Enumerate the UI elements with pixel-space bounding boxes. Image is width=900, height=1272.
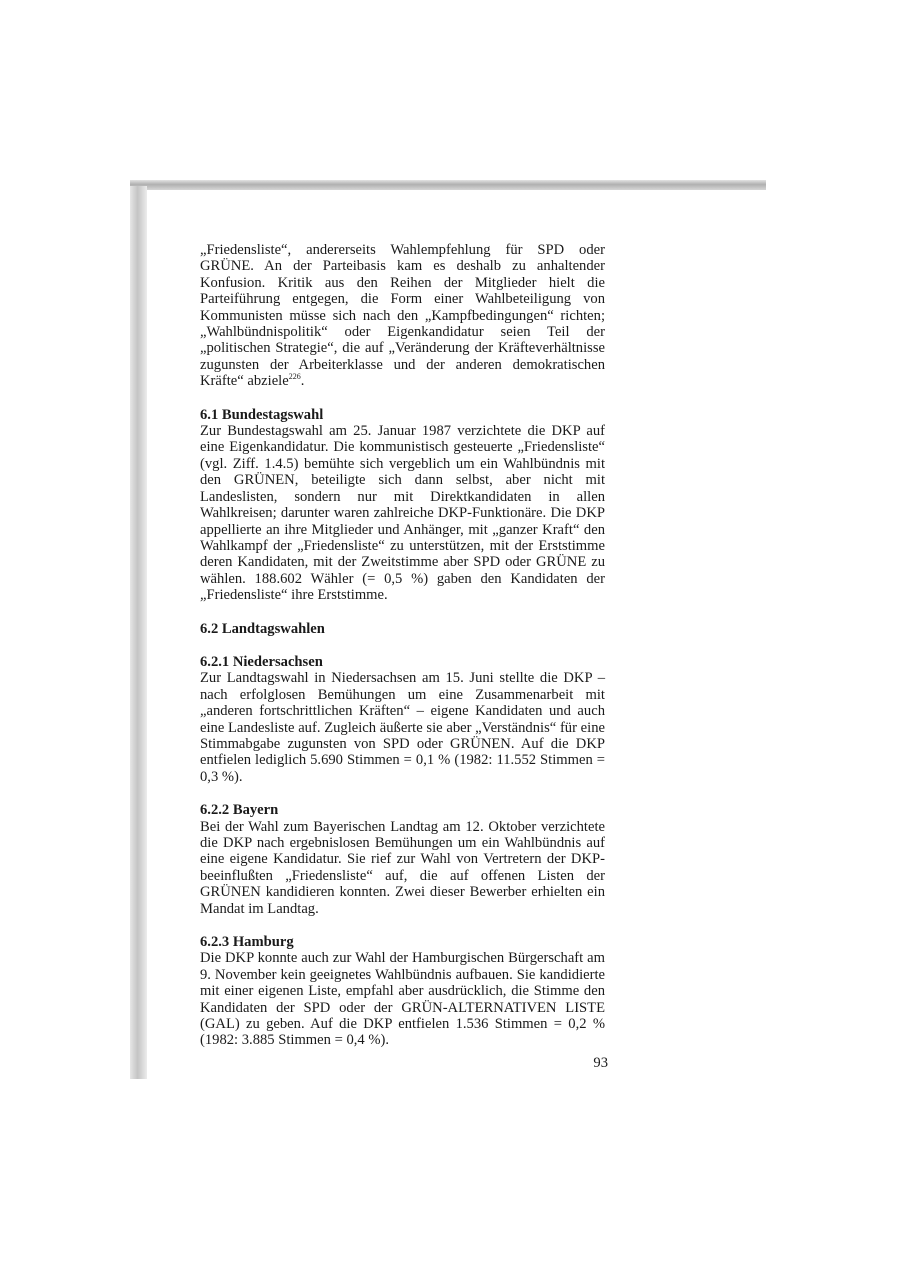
document-body: [200, 242, 605, 1049]
page-number: 93: [593, 1055, 608, 1071]
paragraph-6-1: Zur Bundestagswahl am 25. Januar 1987 verzichtete die DKP auf eine Eigenkandidatur. Die kommunistisch gesteuerte „Friedensliste“ (vgl. Ziff. 1.4.5) bemühte sich vergeblich um ein Wahlbündnis mit den GRÜNEN, beteiligte sich dann selbst, aber nicht mit Landeslisten, sondern nur mit Direktkandidaten in allen Wahlkreisen; darunter waren zahlreiche DKP-Funktionäre. Die DKP appellierte an ihre Mitglieder und Anhänger, mit „ganzer Kraft“ den Wahlkampf der „Friedensliste“ zu unterstützen, mit der Erststimme deren Kandidaten, mit der Zweitstimme aber SPD oder GRÜNE zu wählen. 188.602 Wähler (= 0,5 %) gaben den Kandidaten der „Friedensliste“ ihre Erststimme.: [200, 423, 605, 604]
heading-6-2-1: 6.2.1 Niedersachsen: [200, 653, 323, 670]
footnote-ref-226: 226: [288, 372, 301, 382]
paragraph-6-2-1: Zur Landtagswahl in Niedersachsen am 15. Juni stellte die DKP – nach erfolglosen Bemühungen um eine Zusammenarbeit mit „anderen fortschrittlichen Kräften“ – eigene Kandidaten und auch eine Landesliste auf. Zugleich äußerte sie aber „Verständnis“ für eine Stimmabgabe zugunsten von SPD oder GRÜNEN. Auf die DKP entfielen lediglich 5.690 Stimmen = 0,1 % (1982: 11.552 Stimmen = 0,3 %).: [200, 670, 605, 785]
paragraph-6-2-3: Die DKP konnte auch zur Wahl der Hamburgischen Bürgerschaft am 9. November kein geeignetes Wahlbündnis aufbauen. Sie kandidierte mit einer eigenen Liste, empfahl aber ausdrücklich, die Stimme den Kandidaten der SPD oder der GRÜN-ALTERNATIVEN LISTE (GAL) zu geben. Auf die DKP entfielen 1.536 Stimmen = 0,2 % (1982: 3.885 Stimmen = 0,4 %).: [200, 950, 605, 1049]
scan-edge-top: [130, 180, 766, 190]
paragraph-6-2-2: Bei der Wahl zum Bayerischen Landtag am 12. Oktober verzichtete die DKP nach ergebnislosen Bemühungen um ein Wahlbündnis auf eine eigene Kandidatur. Sie rief zur Wahl von Vertretern der DKP-beeinflußten „Friedensliste“ auf, die auf offenen Listen der GRÜNEN kandidieren konnten. Zwei dieser Bewerber erhielten ein Mandat im Landtag.: [200, 818, 605, 917]
intro-paragraph: „Friedensliste“, andererseits Wahlempfehlung für SPD oder GRÜNE. An der Parteibasis kam es deshalb zu anhaltender Konfusion. Kritik aus den Reihen der Mitglieder hielt die Parteiführung entgegen, die Form einer Wahlbeteiligung von Kommunisten müsse sich nach den „Kampfbedingungen“ richten; „Wahlbündnispolitik“ oder Eigenkandidatur seien Teil der „politischen Strategie“, die auf „Veränderung der Kräfteverhältnisse zugunsten der Arbeiterklasse und der anderen demokratischen Kräfte“ abziele$^{226}$.: [200, 242, 605, 390]
heading-6-2-2: 6.2.2 Bayern: [200, 802, 279, 819]
heading-6-1: 6.1 Bundestagswahl: [200, 406, 324, 423]
scan-edge-left: [130, 186, 147, 1079]
heading-6-2: 6.2 Landtagswahlen: [200, 620, 325, 637]
heading-6-2-3: 6.2.3 Hamburg: [200, 934, 294, 951]
